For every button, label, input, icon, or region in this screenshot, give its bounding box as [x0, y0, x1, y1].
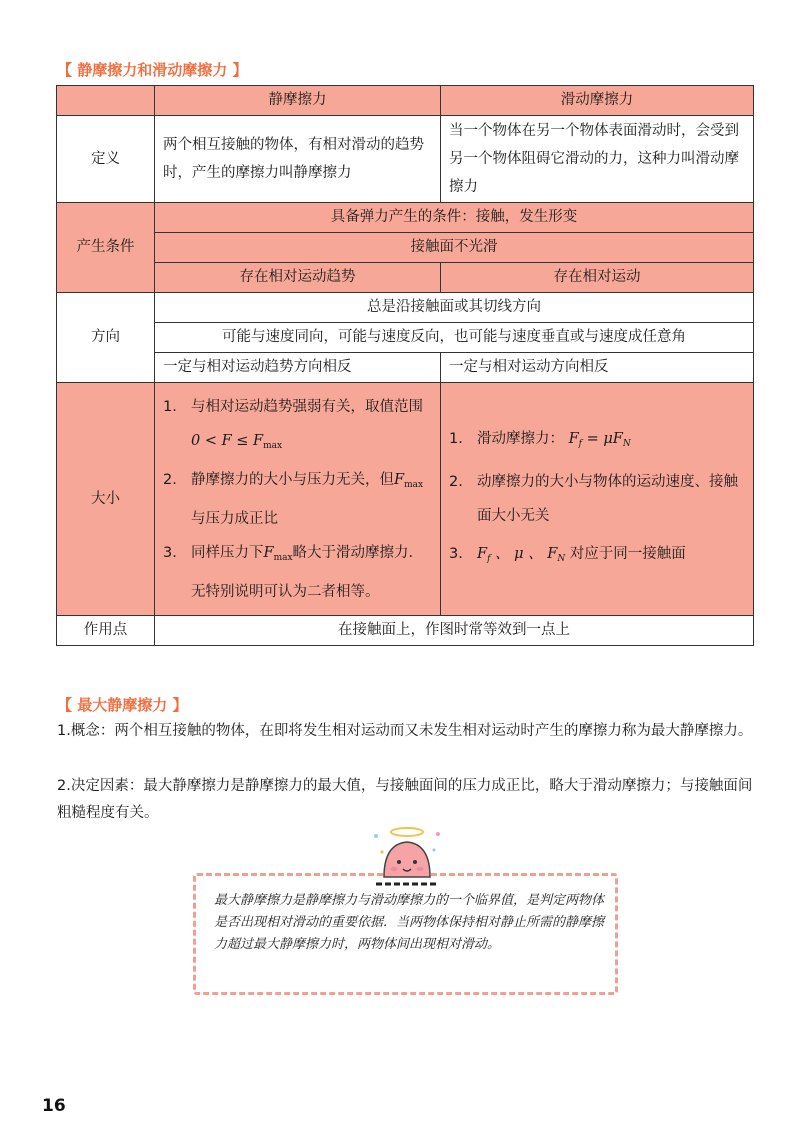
label-definition: 定义	[57, 116, 155, 203]
conditions-static: 存在相对运动趋势	[155, 263, 441, 293]
list-item: 2. 动摩擦力的大小与物体的运动速度、接触面大小无关	[449, 474, 738, 524]
section-title-friction: 【 静摩擦力和滑动摩擦力 】	[57, 61, 248, 79]
label-magnitude: 大小	[57, 383, 155, 616]
header-static: 静摩擦力	[155, 86, 441, 116]
header-empty-cell	[57, 86, 155, 116]
label-conditions: 产生条件	[57, 203, 155, 293]
direction-static: 一定与相对运动趋势方向相反	[155, 353, 441, 383]
header-sliding: 滑动摩擦力	[441, 86, 754, 116]
row-magnitude	[57, 383, 754, 616]
note-text: 最大静摩擦力是静摩擦力与滑动摩擦力的一个临界值，是判定两物体是否出现相对滑动的重要依据．当两物体保持相对静止所需的静摩擦力超过最大静摩擦力时，两物体间出现相对滑动。	[214, 893, 605, 952]
list-item: 2. 静摩擦力的大小与压力无关，但$F_{max}$与压力成正比	[163, 471, 424, 527]
label-point: 作用点	[57, 616, 155, 646]
row-direction-3	[57, 353, 754, 383]
conditions-shared-2: 接触面不光滑	[155, 233, 754, 263]
list-item: 1. 与相对运动趋势强弱有关，取值范围$0 < F \le F_{max}$	[163, 398, 423, 451]
conditions-shared-1: 具备弹力产生的条件：接触，发生形变	[155, 203, 754, 233]
page-number: 16	[42, 1096, 66, 1116]
list-item: 3. 同样压力下$F_{max}$略大于滑动摩擦力．无特别说明可认为二者相等。	[163, 544, 424, 600]
row-conditions-2	[57, 233, 754, 263]
row-point	[57, 616, 754, 646]
list-item: 1. 滑动摩擦力： $F_f = \mu F_N$	[449, 431, 631, 449]
magnitude-static	[155, 383, 441, 616]
label-direction: 方向	[57, 293, 155, 383]
definition-static: 两个相互接触的物体，有相对滑动的趋势时，产生的摩擦力叫静摩擦力	[155, 116, 441, 203]
row-conditions-3	[57, 263, 754, 293]
point-shared: 在接触面上，作图时常等效到一点上	[155, 616, 754, 646]
friction-comparison-table	[56, 85, 754, 646]
row-direction-2	[57, 323, 754, 353]
section-title-max-static: 【 最大静摩擦力 】	[57, 696, 188, 714]
row-direction-1	[57, 293, 754, 323]
paragraph-concept: 1.概念：两个相互接触的物体，在即将发生相对运动而又未发生相对运动时产生的摩擦力称为最大静摩擦力。	[57, 723, 753, 739]
conditions-sliding: 存在相对运动	[441, 263, 754, 293]
table-header-row	[57, 86, 754, 116]
direction-sliding: 一定与相对运动方向相反	[441, 353, 754, 383]
direction-shared-2: 可能与速度同向，可能与速度反向，也可能与速度垂直或与速度成任意角	[155, 323, 754, 353]
list-item: 3. $F_f$ 、 μ 、 $F_N$ 对应于同一接触面	[449, 546, 686, 564]
row-conditions-1	[57, 203, 754, 233]
magnitude-sliding	[441, 383, 754, 616]
paragraph-factors: 2.决定因素：最大静摩擦力是静摩擦力的最大值，与接触面间的压力成正比，略大于滑动摩擦力；与接触面间粗糙程度有关。	[57, 778, 753, 821]
mascot-icon	[362, 822, 452, 897]
direction-shared-1: 总是沿接触面或其切线方向	[155, 293, 754, 323]
definition-sliding: 当一个物体在另一个物体表面滑动时，会受到另一个物体阻碍它滑动的力，这种力叫滑动摩擦力	[441, 116, 754, 203]
row-definition	[57, 116, 754, 203]
